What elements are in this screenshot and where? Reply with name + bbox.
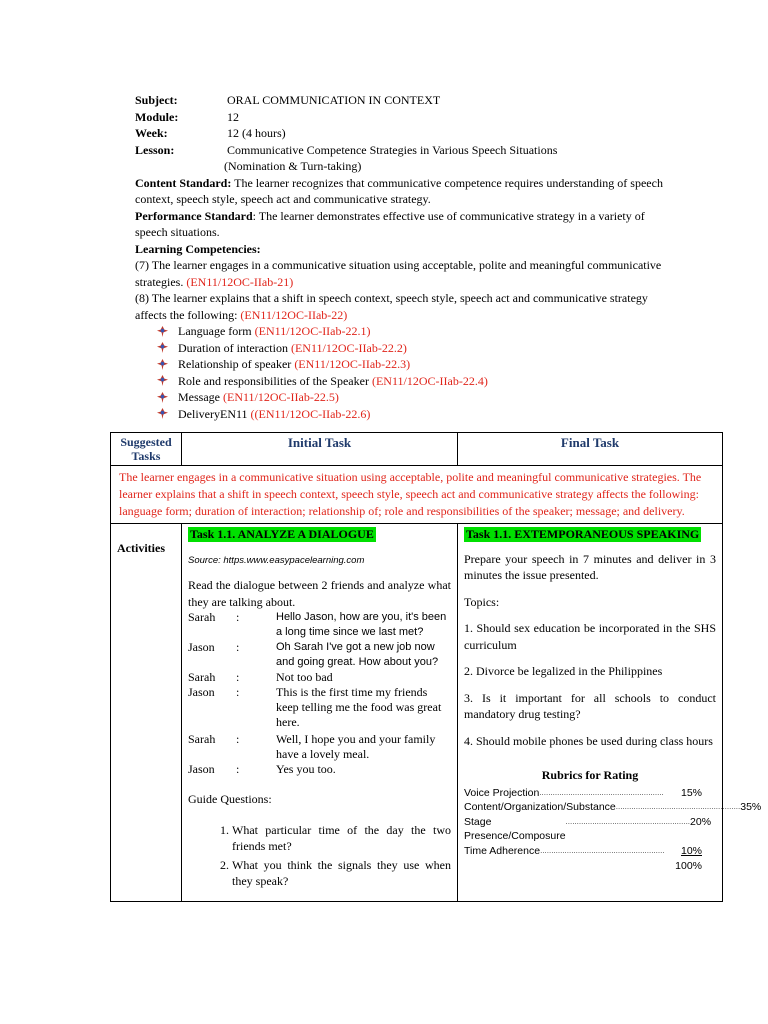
lesson-subtitle: (Nomination & Turn-taking)	[224, 159, 362, 173]
pushpin-bullet-icon	[157, 392, 168, 403]
list-item-code: (EN11/12OC-IIab-22.5)	[223, 390, 339, 404]
dialogue-line: Jason : Yes you too.	[188, 762, 336, 776]
final-task-header: Final Task	[458, 433, 723, 466]
tasks-table	[110, 432, 762, 902]
competencies-label: Learning Competencies:	[135, 241, 261, 256]
dialogue-line: Sarah : Well, I hope you and your family have a lovely meal.	[188, 732, 436, 761]
module-value: 12	[227, 109, 239, 124]
performance-standard-label: Performance Standard	[135, 208, 253, 223]
final-task-cell	[458, 524, 762, 902]
subject-row	[135, 92, 675, 109]
source-text: Source: https.www.easypacelearning.com	[188, 554, 365, 566]
lesson-label: Lesson:	[135, 142, 175, 157]
list-item: 2. What you think the signals they use when they speak?	[232, 857, 451, 890]
rubric-row: Voice Projection ........................................................ 15%	[464, 786, 702, 799]
list-item	[157, 373, 675, 390]
week-value: 12 (4 hours)	[227, 126, 286, 140]
pushpin-bullet-icon	[157, 326, 168, 337]
performance-standard	[135, 208, 675, 241]
lesson-header	[135, 92, 675, 422]
week-label: Week:	[135, 126, 168, 140]
list-item	[157, 340, 675, 357]
content-standard-label: Content Standard:	[135, 175, 232, 190]
activities-row	[111, 524, 723, 902]
topic-item: 3. Is it important for all schools to conduct mandatory drug testing?	[464, 690, 716, 721]
topic-item: 2. Divorce be legalized in the Philippines	[464, 664, 663, 678]
topics-label: Topics:	[464, 594, 500, 609]
module-row	[135, 109, 675, 126]
objectives-text: The learner engages in a communicative situation using acceptable, polite and meaningful communicative strategies. The learner explains that a shift in speech context, speech style, speech act and communicative strategy affects the following: language form; duration of interaction; relationship of; role and responsibilities of the speaker; message; and delivery.	[111, 466, 723, 524]
pushpin-bullet-icon	[157, 342, 168, 353]
list-item-code: ((EN11/12OC-IIab-22.6)	[250, 406, 371, 421]
rubric-row: Stage Presence/Composure ........................................................ 20%	[464, 815, 712, 842]
initial-task-header: Initial Task	[182, 433, 458, 466]
dialogue-line: Sarah : Not too bad	[188, 670, 333, 684]
rubric-row: Content/Organization/Substance ........................................................ 35%	[464, 801, 762, 813]
dialogue	[188, 610, 451, 777]
week-row	[135, 125, 675, 142]
initial-task-cell	[182, 524, 458, 902]
subject-value: ORAL COMMUNICATION IN CONTEXT	[227, 93, 441, 107]
list-item-text: Duration of interaction	[178, 340, 291, 355]
topic-item: 4. Should mobile phones be used during class hours	[464, 733, 713, 748]
topic-item: 1. Should sex education be incorporated in the SHS curriculum	[464, 621, 716, 652]
competency-list	[135, 323, 675, 422]
guide-questions-label: Guide Questions:	[188, 792, 272, 806]
competency-8-text: (8) The learner explains that a shift in speech context, speech style, speech act and communicative strategy affects the following:	[135, 291, 648, 322]
list-item-code: (EN11/12OC-IIab-22.2)	[290, 340, 407, 355]
competency-7	[135, 257, 675, 290]
module-label: Module:	[135, 109, 179, 124]
activities-label: Activities	[111, 524, 182, 902]
guide-questions	[188, 822, 451, 890]
pushpin-bullet-icon	[157, 359, 168, 370]
competency-7-text: (7) The learner engages in a communicative situation using acceptable, polite and meaningful communicative strategies.	[135, 258, 662, 289]
competency-8	[135, 290, 675, 323]
list-item-text: Message	[178, 390, 223, 404]
dialogue-line: Jason : Oh Sarah I've got a new job now and going great. How about you?	[188, 640, 439, 668]
list-item: 1. What particular time of the day the two friends met?	[232, 822, 451, 855]
list-item	[157, 406, 675, 423]
pushpin-bullet-icon	[157, 408, 168, 419]
dialogue-intro: Read the dialogue between 2 friends and analyze what they are talking about.	[188, 578, 451, 609]
competency-7-code: (EN11/12OC-IIab-21)	[186, 274, 294, 289]
list-item	[157, 323, 675, 340]
list-item-text: Role and responsibilities of the Speaker	[178, 373, 372, 388]
list-item-code: (EN11/12OC-IIab-22.4)	[371, 373, 488, 388]
dialogue-line: Jason : This is the first time my friends keep telling me the food was great here.	[188, 685, 442, 729]
objectives-row	[111, 466, 723, 524]
initial-task-title: Task 1.1. ANALYZE A DIALOGUE	[190, 527, 374, 541]
list-item-text: Relationship of speaker	[178, 357, 295, 371]
list-item	[157, 356, 675, 373]
final-task-intro: Prepare your speech in 7 minutes and deliver in 3 minutes the issue presented.	[464, 551, 716, 582]
rubric-total: 100%	[675, 860, 702, 872]
list-item-code: (EN11/12OC-IIab-22.3)	[294, 357, 411, 371]
subject-label: Subject:	[135, 93, 178, 107]
rubric-list	[464, 786, 762, 875]
table-header-row	[111, 433, 723, 466]
suggested-tasks-header: Suggested Tasks	[111, 433, 182, 466]
content-standard-text: The learner recognizes that communicative competence requires understanding of speech context, speech style, speech act and communicative strategy.	[135, 175, 663, 206]
performance-standard-text: : The learner demonstrates effective use of communicative strategy in a variety of speech situations.	[135, 208, 645, 239]
list-item-text: Language form	[178, 324, 255, 338]
lesson-value: Communicative Competence Strategies in Various Speech Situations	[227, 142, 558, 157]
pushpin-bullet-icon	[157, 375, 168, 386]
competency-8-code: (EN11/12OC-IIab-22)	[240, 307, 348, 322]
list-item	[157, 389, 675, 406]
list-item-text: DeliveryEN11	[178, 406, 251, 421]
final-task-title: Task 1.1. EXTEMPORANEOUS SPEAKING	[466, 527, 700, 541]
dialogue-line: Sarah : Hello Jason, how are you, it's been a long time since we last met?	[188, 610, 447, 638]
rubric-title: Rubrics for Rating	[541, 768, 639, 782]
list-item-code: (EN11/12OC-IIab-22.1)	[254, 324, 371, 338]
lesson-row	[135, 142, 675, 159]
rubric-row: Time Adherence ........................................................ 10%	[464, 844, 702, 857]
content-standard	[135, 175, 675, 208]
